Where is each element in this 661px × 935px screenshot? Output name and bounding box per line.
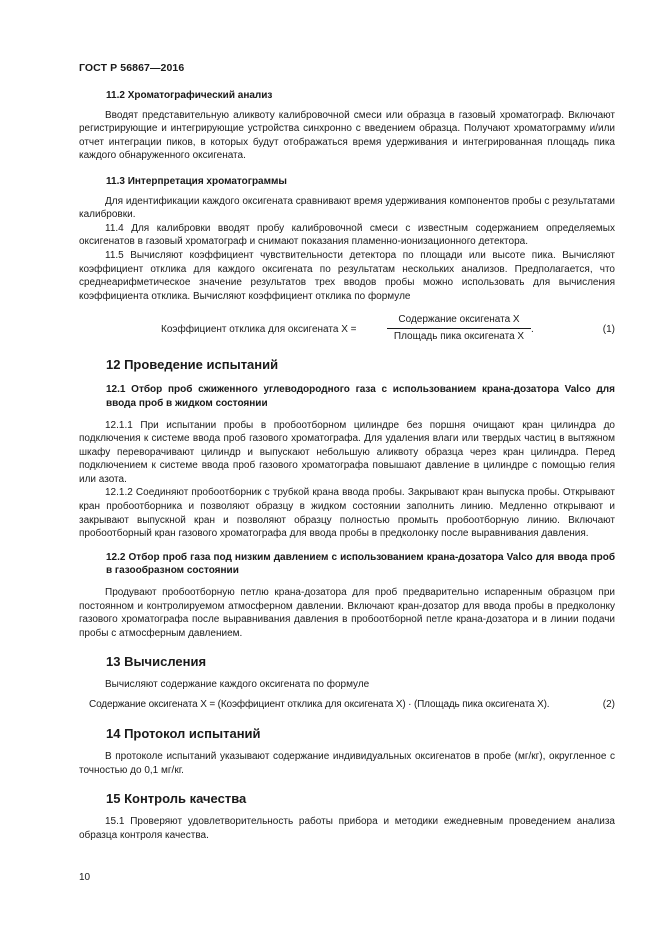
- section-11-4-paragraph: 11.4 Для калибровки вводят пробу калибровочной смеси с известным содержанием определяемых оксигенатов в газовый хроматограф и снимают показания пламенно-ионизационного детектора.: [79, 222, 615, 248]
- document-header: ГОСТ Р 56867—2016: [79, 62, 185, 74]
- page-number: 10: [79, 872, 91, 883]
- formula-1-fraction: [387, 313, 531, 343]
- formula-2-text: Содержание оксигената X = (Коэффициент отклика для оксигената X) · (Площадь пика оксигената X).: [89, 699, 550, 710]
- document-body: [79, 89, 615, 842]
- section-13-title: 13 Вычисления: [106, 654, 207, 670]
- section-11-2-title: 11.2 Хроматографический анализ: [106, 90, 273, 101]
- section-12-2-title: 12.2 Отбор проб газа под низким давлением с использованием крана-дозатора Valco для ввода проб в газообразном состоянии: [106, 551, 615, 577]
- section-12-title: 12 Проведение испытаний: [106, 357, 279, 373]
- section-11-3-title: 11.3 Интерпретация хроматограммы: [106, 175, 287, 187]
- section-12-1-title: 12.1 Отбор проб сжиженного углеводородного газа с использованием крана-дозатора Valco для ввода проб в жидком состоянии: [106, 384, 615, 409]
- section-14-paragraph: В протоколе испытаний указывают содержание индивидуальных оксигенатов в пробе (мг/кг), округленное с точностью до 0,1 мг/кг.: [79, 751, 615, 776]
- formula-2: [79, 698, 615, 712]
- section-12-2-paragraph: Продувают пробоотборную петлю крана-дозатора для проб предварительно испаренным образцом при постоянном и контролируемом атмосферном давлении. Включают кран-дозатор для ввода пробы в предколонку газового хроматографа после выравнивания давления в пробоотборной петле крана-дозатора и в линии подачи пробы с атмосферным давлением.: [79, 587, 615, 639]
- section-14-title: 14 Протокол испытаний: [106, 726, 261, 741]
- formula-1-lhs: Коэффициент отклика для оксигената X =: [161, 324, 357, 336]
- section-11-3-paragraph: Для идентификации каждого оксигената сравнивают время удерживания компонентов пробы с результатами калибровки.: [79, 195, 615, 221]
- section-11-5-paragraph: 11.5 Вычисляют коэффициент чувствительности детектора по площади или высоте пика. Вычисляют коэффициент отклика для каждого оксигената по результатам нескольких анализов. Предполагается, что среднеарифметическое значение результатов трех вводов пробы можно использовать для вычисления коэффициента отклика. Вычисляют коэффициент отклика по формуле: [79, 249, 615, 302]
- section-12-1-2-paragraph: 12.1.2 Соединяют пробоотборник с трубкой крана ввода пробы. Закрывают кран выпуска пробы. Открывают кран пробоотборника и позволяют образцу в жидком состоянии заполнить линию. Медленно открывают и закрывают выпускной кран и позволяют образцу полностью промыть пробоотборную линию. Включают пробоотборный кран газового хроматографа для ввода пробы в предколонку после выравнивания давления.: [79, 487, 615, 540]
- section-11-2-paragraph: Вводят представительную аликвоту калибровочной смеси или образца в газовый хроматограф. Включают регистрирующие и интегрирующие устройства синхронно с введением образца. Получают хроматограмму и/или отчет интеграции пиков, в которых будут отображаться время удерживания и интегрированная площадь пика каждого обнаруженного оксигената.: [79, 109, 615, 162]
- formula-1-end: .: [531, 324, 534, 336]
- section-15-1-paragraph: 15.1 Проверяют удовлетворительность работы прибора и методики ежедневным проведением анализа образца контроля качества.: [79, 816, 615, 841]
- formula-1-denominator: Площадь пика оксигената X: [393, 330, 525, 342]
- section-12-1-1-paragraph: 12.1.1 При испытании пробы в пробоотборном цилиндре без поршня очищают кран цилиндра до подключения к системе ввода проб газового хроматографа. Для удаления влаги или твердых частиц в вытяжном шкафу переворачивают цилиндр и выпускают небольшую аликвоту образца через кран цилиндра. Перед подключением к системе ввода проб газового хроматографа повышают давление в цилиндре с помощью гелия или азота.: [79, 419, 615, 485]
- section-15-title: 15 Контроль качества: [106, 791, 247, 807]
- section-13-paragraph: Вычисляют содержание каждого оксигената по формуле: [105, 679, 370, 691]
- formula-1: [79, 313, 615, 343]
- formula-1-number: (1): [602, 324, 615, 336]
- formula-1-numerator: Содержание оксигената X: [387, 313, 531, 329]
- formula-2-number: (2): [602, 699, 615, 710]
